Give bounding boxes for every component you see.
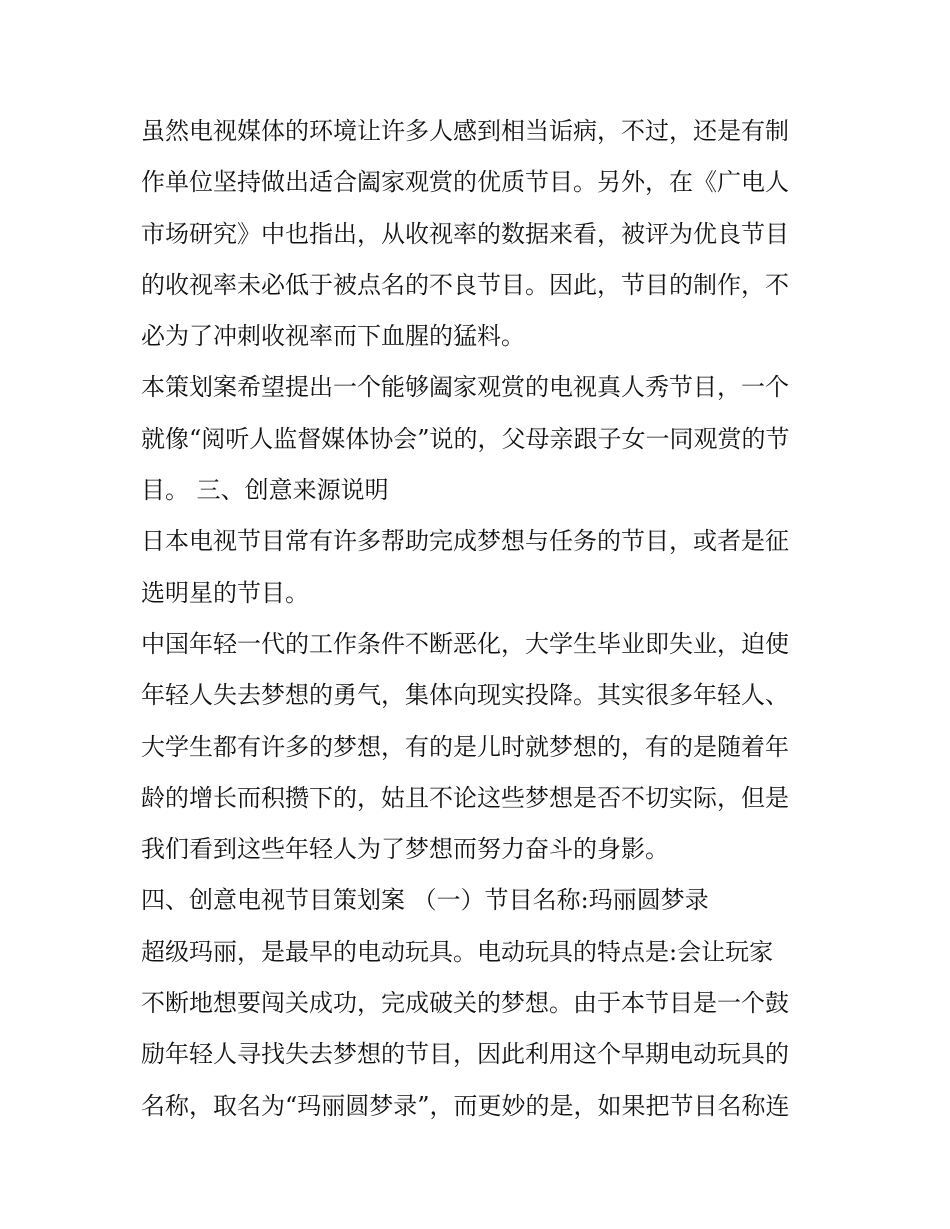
text-line: 作单位坚持做出适合阖家观赏的优质节目。另外，在《广电人 [141, 168, 789, 197]
text-line: 日本电视节目常有许多帮助完成梦想与任务的节目，或者是征 [141, 527, 789, 556]
text-line: 名称，取名为“玛丽圆梦录”，而更妙的是，如果把节目名称连 [141, 1091, 790, 1120]
text-line: 本策划案希望提出一个能够阖家观赏的电视真人秀节目，一个 [141, 373, 789, 402]
text-line: 励年轻人寻找失去梦想的节目，因此利用这个早期电动玩具的 [141, 1040, 789, 1069]
section-heading-line: 目。 三、创意来源说明 [141, 476, 389, 505]
text-line: 就像“阅听人监督媒体协会”说的，父母亲跟子女一同观赏的节 [141, 424, 790, 453]
text-line: 中国年轻一代的工作条件不断恶化，大学生毕业即失业，迫使 [141, 629, 789, 658]
text-line: 年轻人失去梦想的勇气，集体向现实投降。其实很多年轻人、 [141, 681, 789, 710]
text-line: 虽然电视媒体的环境让许多人感到相当诟病，不过，还是有制 [141, 117, 789, 145]
text-line: 不断地想要闯关成功，完成破关的梦想。由于本节目是一个鼓 [141, 989, 789, 1018]
body-text [141, 106, 821, 1132]
text-line: 选明星的节目。 [141, 578, 309, 607]
text-line: 大学生都有许多的梦想，有的是儿时就梦想的，有的是随着年 [141, 732, 789, 761]
section-heading-line: 四、创意电视节目策划案 （一）节目名称:玛丽圆梦录 [141, 886, 709, 915]
text-line: 龄的增长而积攒下的，姑且不论这些梦想是否不切实际，但是 [141, 783, 789, 812]
text-line: 我们看到这些年轻人为了梦想而努力奋斗的身影。 [141, 835, 669, 864]
text-line: 市场研究》中也指出，从收视率的数据来看，被评为优良节目 [141, 219, 789, 248]
text-line: 超级玛丽，是最早的电动玩具。电动玩具的特点是:会让玩家 [141, 937, 774, 966]
text-line: 的收视率未必低于被点名的不良节目。因此，节目的制作，不 [141, 270, 789, 299]
text-line: 必为了冲刺收视率而下血腥的猛料。 [141, 322, 525, 351]
